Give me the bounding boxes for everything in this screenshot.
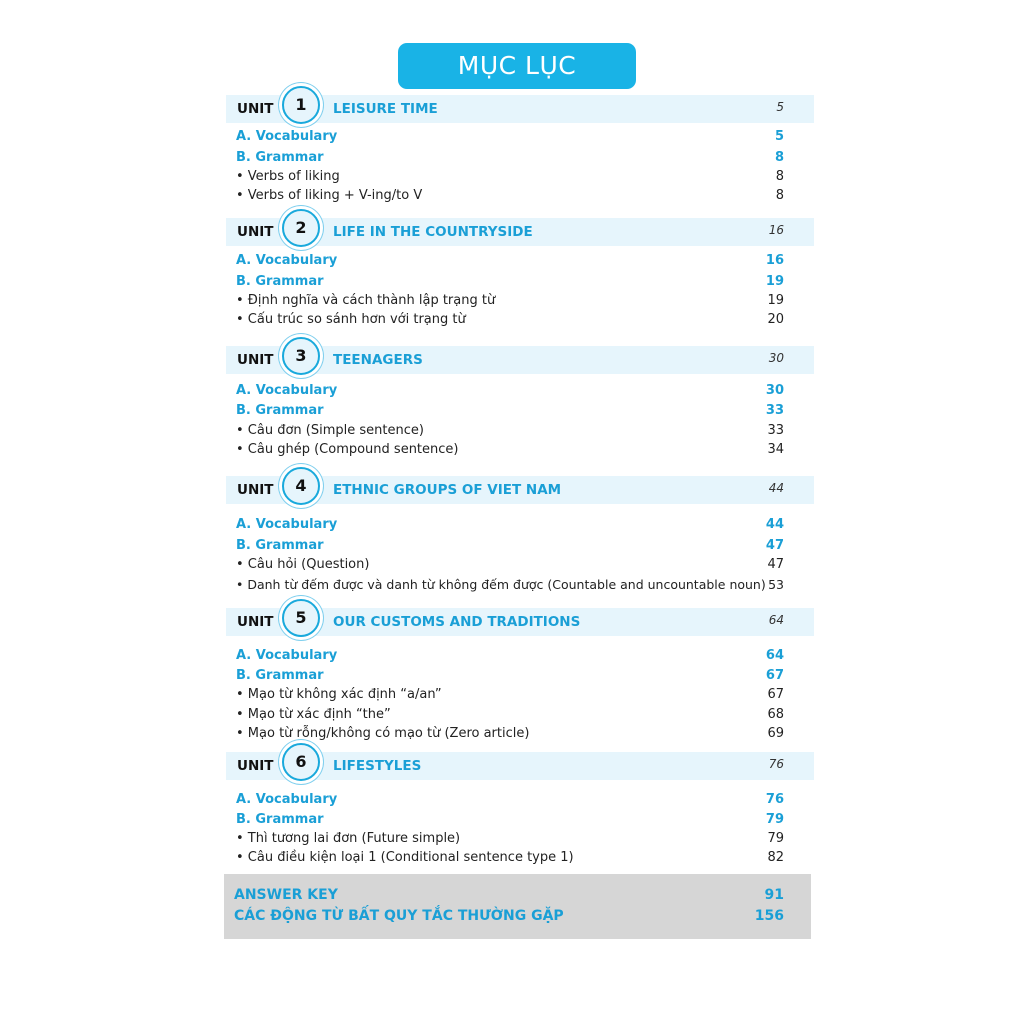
entry-page: 33 [767, 423, 784, 438]
toc-entry-topic[interactable] [236, 167, 784, 187]
toc-entry-answer-key[interactable] [234, 885, 784, 905]
toc-entry-vocabulary[interactable] [236, 127, 784, 147]
entry-label: ANSWER KEY [234, 887, 338, 903]
entry-page: 67 [767, 687, 784, 702]
entry-page: 8 [775, 169, 784, 184]
entry-page: 20 [767, 312, 784, 327]
entry-label: A. Vocabulary [236, 517, 338, 532]
toc-entry-grammar[interactable] [236, 272, 784, 292]
entry-label: A. Vocabulary [236, 253, 338, 268]
unit-word: UNIT [237, 482, 274, 498]
unit-4-header[interactable] [226, 476, 814, 504]
unit-number-badge: 5 [282, 599, 320, 637]
unit-title: LEISURE TIME [333, 101, 438, 117]
unit-number-badge: 2 [282, 209, 320, 247]
entry-label: • Câu đơn (Simple sentence) [236, 423, 424, 438]
entry-page: 30 [765, 383, 784, 398]
toc-entry-topic[interactable] [236, 575, 784, 595]
entry-page: 19 [767, 293, 784, 308]
unit-number-badge: 6 [282, 743, 320, 781]
entry-page: 64 [765, 648, 784, 663]
entry-label: • Cấu trúc so sánh hơn với trạng từ [236, 312, 466, 327]
entry-label: • Danh từ đếm được và danh từ không đếm được (Countable and uncountable noun) [236, 577, 766, 592]
unit-word: UNIT [237, 101, 274, 117]
unit-word: UNIT [237, 758, 274, 774]
toc-entry-topic[interactable] [236, 440, 784, 460]
entry-label: • Câu ghép (Compound sentence) [236, 442, 459, 457]
toc-entry-topic[interactable] [236, 829, 784, 849]
entry-page: 47 [765, 538, 784, 553]
entry-label: • Câu điều kiện loại 1 (Conditional sentence type 1) [236, 850, 574, 865]
entry-page: 82 [767, 850, 784, 865]
entry-page: 5 [774, 129, 784, 144]
entry-label: • Thì tương lai đơn (Future simple) [236, 831, 461, 846]
toc-entry-vocabulary[interactable] [236, 515, 784, 535]
toc-entry-topic[interactable] [236, 705, 784, 725]
unit-1-header[interactable] [226, 95, 814, 123]
toc-entry-grammar[interactable] [236, 810, 784, 830]
toc-entry-vocabulary[interactable] [236, 646, 784, 666]
entry-page: 76 [765, 792, 784, 807]
unit-page: 30 [768, 351, 784, 365]
entry-label: • Verbs of liking + V-ing/to V [236, 188, 423, 203]
entry-label: • Mạo từ xác định “the” [236, 707, 391, 722]
entry-page: 79 [767, 831, 784, 846]
entry-label: B. Grammar [236, 812, 324, 827]
answer-key-box [224, 874, 811, 939]
unit-title: LIFE IN THE COUNTRYSIDE [333, 224, 533, 240]
toc-entry-topic[interactable] [236, 186, 784, 206]
entry-page: 156 [754, 908, 784, 924]
unit-page: 5 [776, 100, 784, 114]
toc-entry-irregular-verbs[interactable] [234, 906, 784, 926]
toc-entry-grammar[interactable] [236, 148, 784, 168]
page-title: MỤC LỤC [398, 43, 636, 89]
unit-page: 76 [768, 757, 784, 771]
entry-label: B. Grammar [236, 538, 324, 553]
toc-entry-topic[interactable] [236, 848, 784, 868]
entry-label: B. Grammar [236, 668, 324, 683]
entry-label: A. Vocabulary [236, 383, 338, 398]
unit-word: UNIT [237, 614, 274, 630]
entry-page: 91 [764, 887, 784, 903]
entry-page: 68 [767, 707, 784, 722]
entry-page: 47 [767, 557, 784, 572]
entry-label: A. Vocabulary [236, 129, 338, 144]
unit-3-header[interactable] [226, 346, 814, 374]
entry-label: A. Vocabulary [236, 648, 338, 663]
unit-number-badge: 4 [282, 467, 320, 505]
toc-entry-vocabulary[interactable] [236, 381, 784, 401]
toc-entry-topic[interactable] [236, 291, 784, 311]
unit-6-header[interactable] [226, 752, 814, 780]
unit-page: 44 [768, 481, 784, 495]
unit-2-header[interactable] [226, 218, 814, 246]
entry-page: 8 [774, 150, 784, 165]
entry-page: 19 [765, 274, 784, 289]
toc-entry-grammar[interactable] [236, 401, 784, 421]
entry-label: • Định nghĩa và cách thành lập trạng từ [236, 293, 496, 308]
unit-title: LIFESTYLES [333, 758, 422, 774]
entry-page: 79 [765, 812, 784, 827]
entry-label: A. Vocabulary [236, 792, 338, 807]
toc-entry-topic[interactable] [236, 724, 784, 744]
entry-page: 69 [767, 726, 784, 741]
toc-entry-topic[interactable] [236, 555, 784, 575]
toc-entry-grammar[interactable] [236, 536, 784, 556]
toc-entry-vocabulary[interactable] [236, 790, 784, 810]
unit-title: TEENAGERS [333, 352, 423, 368]
toc-entry-topic[interactable] [236, 421, 784, 441]
entry-page: 16 [765, 253, 784, 268]
entry-label: B. Grammar [236, 150, 324, 165]
entry-label: • Mạo từ không xác định “a/an” [236, 687, 442, 702]
unit-5-header[interactable] [226, 608, 814, 636]
toc-entry-topic[interactable] [236, 310, 784, 330]
entry-label: • Verbs of liking [236, 169, 340, 184]
entry-page: 8 [775, 188, 784, 203]
toc-entry-grammar[interactable] [236, 666, 784, 686]
unit-number-badge: 1 [282, 86, 320, 124]
entry-page: 34 [767, 442, 784, 457]
toc-entry-vocabulary[interactable] [236, 251, 784, 271]
entry-label: B. Grammar [236, 274, 324, 289]
unit-title: OUR CUSTOMS AND TRADITIONS [333, 614, 581, 630]
unit-word: UNIT [237, 224, 274, 240]
entry-page: 44 [765, 517, 784, 532]
unit-number-badge: 3 [282, 337, 320, 375]
unit-word: UNIT [237, 352, 274, 368]
entry-label: CÁC ĐỘNG TỪ BẤT QUY TẮC THƯỜNG GẶP [234, 908, 564, 924]
toc-entry-topic[interactable] [236, 685, 784, 705]
unit-page: 16 [768, 223, 784, 237]
entry-page: 53 [768, 577, 784, 592]
entry-page: 33 [765, 403, 784, 418]
entry-page: 67 [765, 668, 784, 683]
entry-label: • Mạo từ rỗng/không có mạo từ (Zero article) [236, 726, 530, 741]
unit-page: 64 [768, 613, 784, 627]
entry-label: • Câu hỏi (Question) [236, 557, 370, 572]
unit-title: ETHNIC GROUPS OF VIET NAM [333, 482, 562, 498]
entry-label: B. Grammar [236, 403, 324, 418]
